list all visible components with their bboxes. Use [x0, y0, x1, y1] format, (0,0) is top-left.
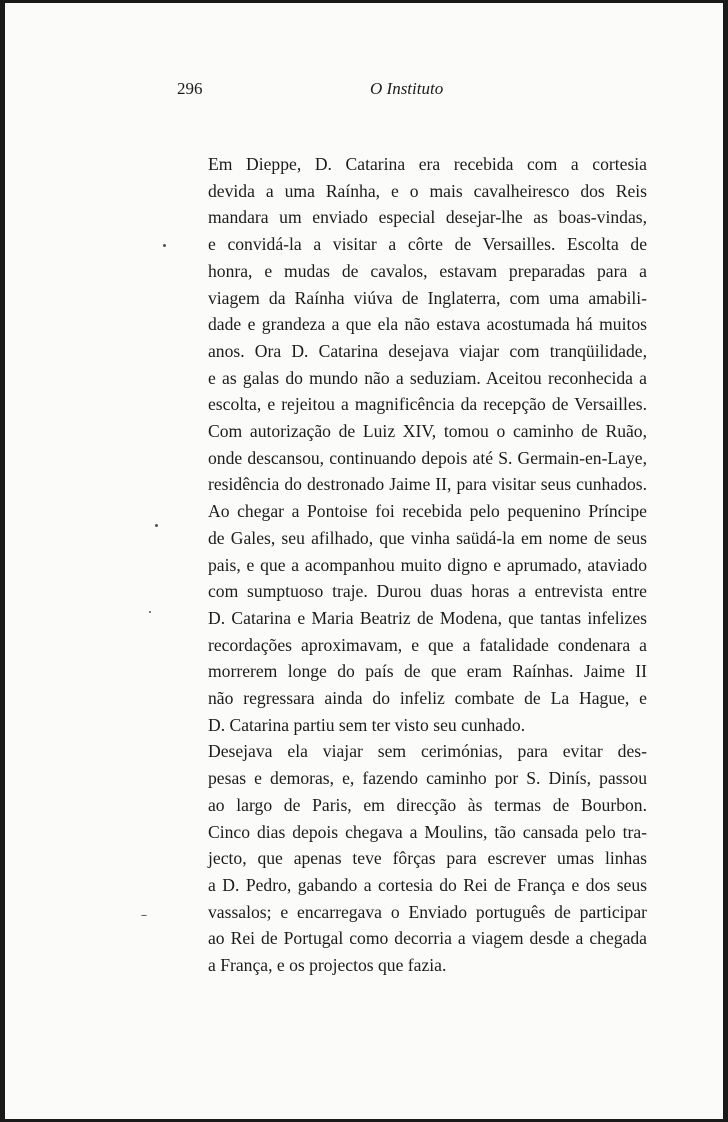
text-line: pesas e demoras, e, fazendo caminho por S. Dinís, passou: [208, 768, 647, 789]
text-line: Ao chegar a Pontoise foi recebida pelo pequenino Príncipe: [208, 501, 647, 522]
print-speck: [155, 524, 158, 527]
paragraph: [171, 738, 647, 978]
running-title: O Instituto: [370, 79, 444, 98]
text-line: escolta, e rejeitou a magnificência da recepção de Versailles.: [208, 394, 647, 415]
text-line: jecto, que apenas teve fôrças para escrever umas linhas: [208, 848, 647, 869]
text-line: não regressara ainda do infeliz combate de La Hague, e: [208, 688, 647, 709]
text-line: Em Dieppe, D. Catarina era recebida com a cortesia: [208, 154, 647, 174]
text-line: ao largo de Paris, em direcção às termas de Bourbon.: [208, 794, 647, 815]
body-text: [171, 151, 647, 979]
text-line: mandara um enviado especial desejar-lhe as boas-vindas,: [208, 207, 647, 228]
text-line: ao Rei de Portugal como decorria a viagem desde a chegada: [208, 928, 647, 949]
text-line: recordações aproximavam, e que a fatalidade condenara a: [208, 634, 647, 655]
page-header: [177, 79, 645, 103]
text-line: a França, e os projectos que fazia.: [208, 955, 447, 976]
text-line: e as galas do mundo não a seduziam. Aceitou reconhecida a: [208, 367, 647, 388]
text-line: onde descansou, continuando depois até S. Germain-en-Laye,: [208, 447, 647, 468]
text-line: Com autorização de Luiz XIV, tomou o caminho de Ruão,: [208, 421, 647, 442]
text-line: Desejava ela viajar sem cerimónias, para evitar des-: [208, 741, 647, 762]
text-line: com sumptuoso traje. Durou duas horas a entrevista entre: [208, 581, 647, 602]
text-line: anos. Ora D. Catarina desejava viajar com tranqüilidade,: [208, 340, 647, 361]
text-line: Cinco dias depois chegava a Moulins, tão cansada pelo tra-: [208, 821, 647, 842]
text-line: devida a uma Raínha, e o mais cavalheiresco dos Reis: [208, 180, 647, 201]
text-line: D. Catarina partiu sem ter visto seu cunhado.: [208, 714, 526, 735]
text-line: e convidá-la a visitar a côrte de Versailles. Escolta de: [208, 234, 647, 255]
text-line: pais, e que a acompanhou muito digno e aprumado, ataviado: [208, 554, 647, 575]
text-line: vassalos; e encarregava o Enviado português de participar: [208, 901, 647, 922]
text-line: dade e grandeza a que ela não estava acostumada há muitos: [208, 314, 647, 335]
text-line: honra, e mudas de cavalos, estavam preparadas para a: [208, 260, 647, 281]
print-speck: [141, 915, 147, 916]
paragraph: [171, 151, 647, 738]
text-line: D. Catarina e Maria Beatriz de Modena, que tantas infelizes: [208, 607, 647, 628]
page-number: 296: [177, 79, 203, 98]
print-speck: [149, 611, 151, 613]
text-line: morrerem longe do país de que eram Raínhas. Jaime II: [208, 661, 647, 682]
print-speck: [163, 244, 166, 247]
text-line: residência do destronado Jaime II, para visitar seus cunhados.: [208, 474, 647, 495]
text-line: a D. Pedro, gabando a cortesia do Rei de França e dos seus: [208, 874, 647, 895]
text-line: de Gales, seu afilhado, que vinha saüdá-la em nome de seus: [208, 527, 647, 548]
text-line: viagem da Raínha viúva de Inglaterra, com uma amabili-: [208, 287, 647, 308]
